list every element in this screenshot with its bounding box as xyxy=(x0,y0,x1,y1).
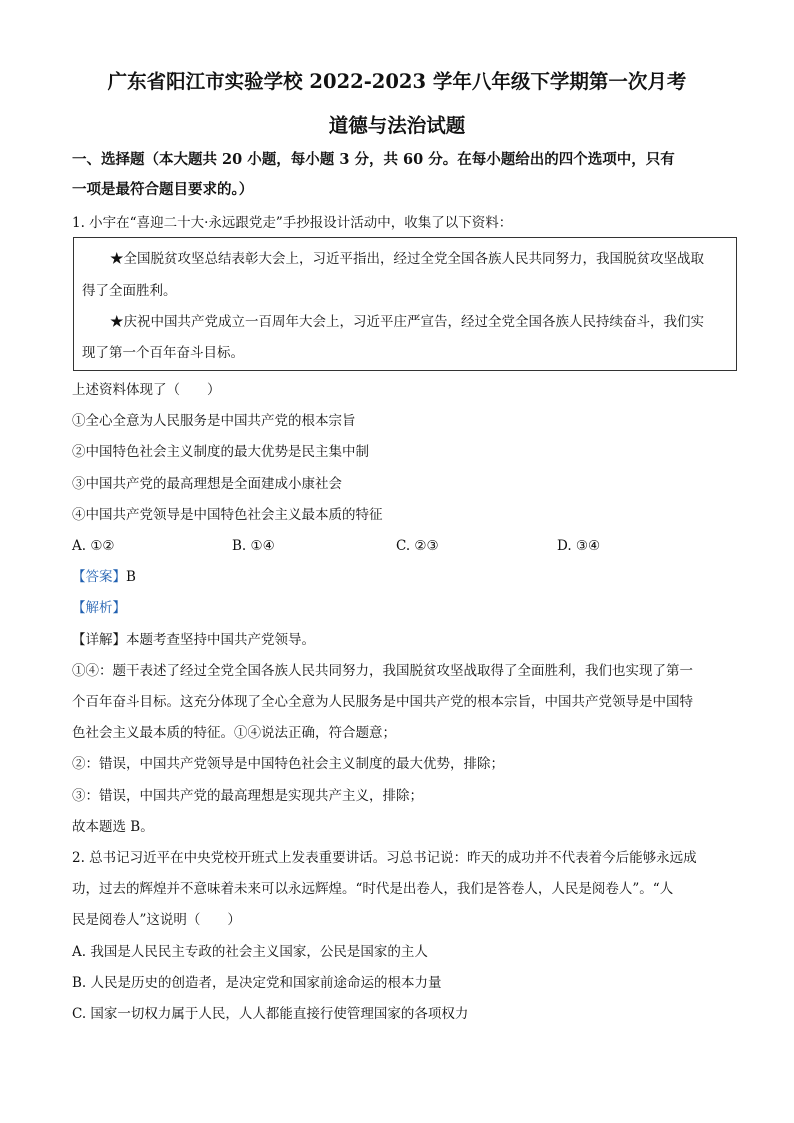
q2-option-a: A. 我国是人民民主专政的社会主义国家，公民是国家的主人 xyxy=(72,944,428,960)
q1-statement: ②中国特色社会主义制度的最大优势是民主集中制 xyxy=(72,444,369,460)
q2-stem-line: 功，过去的辉煌并不意味着未来可以永远辉煌。“时代是出卷人，我们是答卷人，人民是阅卷人”。“人 xyxy=(72,881,674,897)
q1-material-line: ★全国脱贫攻坚总结表彰大会上，习近平指出，经过全党全国各族人民共同努力，我国脱贫攻坚战取 xyxy=(110,251,704,267)
exam-subtitle: 道德与法治试题 xyxy=(328,114,466,137)
section-header: 一、选择题（本大题共 20 小题，每小题 3 分，共 60 分。在每小题给出的四个选项中，只有 xyxy=(72,151,675,168)
q2-option-b: B. 人民是历史的创造者，是决定党和国家前途命运的根本力量 xyxy=(72,975,442,991)
q1-stem: 1. 小宇在“喜迎二十大·永远跟党走”手抄报设计活动中，收集了以下资料： xyxy=(72,215,513,231)
q1-material-line: 得了全面胜利。 xyxy=(82,283,177,299)
q1-analysis-tag xyxy=(72,598,126,618)
q1-prompt: 上述资料体现了（ ） xyxy=(72,382,221,398)
q1-material-line: ★庆祝中国共产党成立一百周年大会上，习近平庄严宣告，经过全党全国各族人民持续奋斗，我们实 xyxy=(110,314,704,330)
q2-stem-line: 民是阅卷人”这说明（ ） xyxy=(72,912,241,928)
q1-answer xyxy=(72,567,136,587)
detail-tag: 【详解】 xyxy=(72,632,126,648)
detail-text: 本题考查坚持中国共产党领导。 xyxy=(126,632,315,648)
q1-statement: ①全心全意为人民服务是中国共产党的根本宗旨 xyxy=(72,413,356,429)
q1-detail xyxy=(72,630,315,650)
q1-explanation-line: 色社会主义最本质的特征。①④说法正确，符合题意； xyxy=(72,725,396,741)
q2-option-c: C. 国家一切权力属于人民，人人都能直接行使管理国家的各项权力 xyxy=(72,1006,469,1022)
q1-explanation-line: 故本题选 B。 xyxy=(72,819,154,835)
answer-tag: 【答案】 xyxy=(72,569,126,585)
section-header-cont: 一项是最符合题目要求的。） xyxy=(72,181,254,198)
q1-explanation-line: ②：错误，中国共产党领导是中国特色社会主义制度的最大优势，排除； xyxy=(72,756,504,772)
q2-stem-line: 2. 总书记习近平在中央党校开班式上发表重要讲话。习总书记说：昨天的成功并不代表着今后能够永远成 xyxy=(72,850,697,866)
q1-option-d: D. ③④ xyxy=(557,538,601,554)
q1-statement: ③中国共产党的最高理想是全面建成小康社会 xyxy=(72,476,342,492)
q1-material-box xyxy=(73,237,737,371)
q1-explanation-line: 个百年奋斗目标。这充分体现了全心全意为人民服务是中国共产党的根本宗旨，中国共产党领导是中国特 xyxy=(72,694,693,710)
answer-value: B xyxy=(126,569,136,585)
q1-option-c: C. ②③ xyxy=(396,538,439,554)
analysis-tag: 【解析】 xyxy=(72,600,126,616)
q1-material-line: 现了第一个百年奋斗目标。 xyxy=(82,345,244,361)
q1-statement: ④中国共产党领导是中国特色社会主义最本质的特征 xyxy=(72,507,383,523)
exam-title: 广东省阳江市实验学校 2022-2023 学年八年级下学期第一次月考 xyxy=(107,70,687,93)
q1-explanation-line: ③：错误，中国共产党的最高理想是实现共产主义，排除； xyxy=(72,788,423,804)
q1-option-b: B. ①④ xyxy=(232,538,275,554)
q1-explanation-line: ①④：题干表述了经过全党全国各族人民共同努力，我国脱贫攻坚战取得了全面胜利，我们也实现了第一 xyxy=(72,663,693,679)
q1-option-a: A. ①② xyxy=(72,538,115,554)
